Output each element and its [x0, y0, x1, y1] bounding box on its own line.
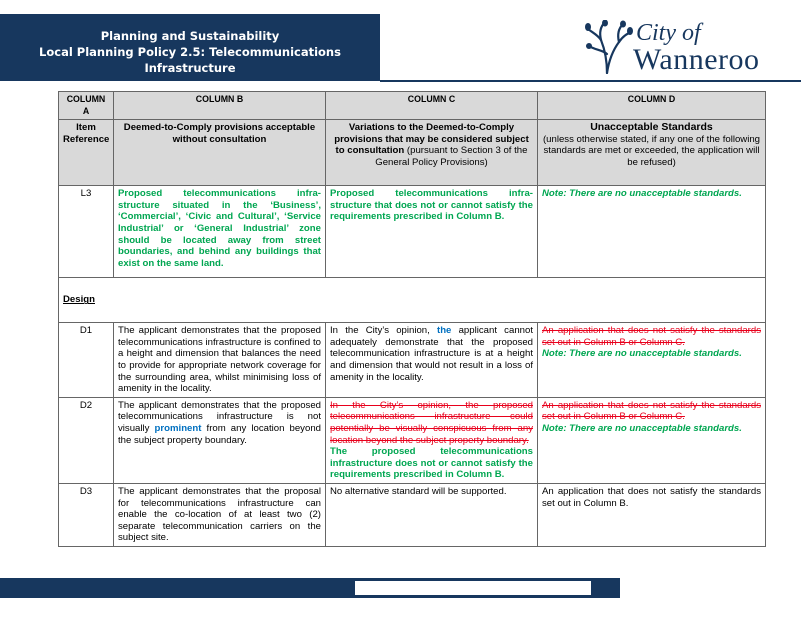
header-line-1: Planning and Sustainability	[100, 29, 280, 43]
row-l3	[59, 186, 766, 278]
row-d2	[59, 397, 766, 483]
item-reference-header: Item Reference	[59, 120, 114, 186]
column-d-header: COLUMN D	[538, 92, 766, 120]
unacceptable-standards-header: Unacceptable Standards (unless otherwise stated, if any one of the following standards are met or exceeded, the application will be refused)	[538, 120, 766, 186]
row-l3-col-c: Proposed telecommunications infra-structure that does not or cannot satisfy the requirements prescribed in Column B.	[326, 186, 538, 278]
row-d1-col-c: In the City’s opinion, the applicant cannot adequately demonstrate that the proposed telecommunication infrastructure is at a height and dimension that would not result in a loss of amenity in the locality.	[326, 323, 538, 398]
policy-table	[58, 91, 766, 547]
row-d3-col-d: An application that does not satisfy the standards set out in Column B.	[538, 483, 766, 546]
row-d3-col-c: No alternative standard will be supported.	[326, 483, 538, 546]
column-a-header: COLUMN A	[59, 92, 114, 120]
row-d3-col-b: The applicant demonstrates that the proposal for telecommunications infrastructure can enable the co-location of at least two (2) separate telecommunication carriers on the subject site.	[114, 483, 326, 546]
column-header-row	[59, 92, 766, 120]
header-rule	[380, 80, 801, 82]
row-d1-col-b: The applicant demonstrates that the proposed telecommunications infrastructure is confined to a height and dimension that balances the need to provide for appropriate network coverage for the surrounding area, whilst minimising loss of amenity in the locality.	[114, 323, 326, 398]
variations-header: Variations to the Deemed-to-Comply provisions that may be considered subject to consultation (pursuant to Section 3 of the General Policy Provisions)	[326, 120, 538, 186]
row-d2-col-d: An application that does not satisfy the standards set out in Column B or Column C. Note: There are no unacceptable standards.	[538, 397, 766, 483]
row-l3-col-d: Note: There are no unacceptable standards.	[538, 186, 766, 278]
subheader-row	[59, 120, 766, 186]
logo-name-text: Wanneroo	[633, 43, 760, 76]
row-d2-col-b: The applicant demonstrates that the proposed telecommunications infrastructure is not visually prominent from any location beyond the subject property boundary.	[114, 397, 326, 483]
kangaroo-paw-icon	[583, 20, 633, 74]
design-heading: Design	[59, 278, 766, 323]
header-title	[0, 28, 380, 76]
logo-city-text: City of	[636, 20, 701, 46]
row-d3	[59, 483, 766, 546]
row-d1-col-d: An application that does not satisfy the standards set out in Column B or Column C. Note: There are no unacceptable standards.	[538, 323, 766, 398]
row-ref: L3	[59, 186, 114, 278]
footer-inset	[355, 581, 591, 595]
design-section-row	[59, 278, 766, 323]
row-l3-col-b: Proposed telecommunications infra-structure situated in the ‘Business’, ‘Commercial’, ‘Civic and Cultural’, ‘Service Industrial’ or ‘General Industrial’ zone should be located away from street boundaries, and behind any buildings that exist on the same land.	[114, 186, 326, 278]
column-b-header: COLUMN B	[114, 92, 326, 120]
row-d1	[59, 323, 766, 398]
column-c-header: COLUMN C	[326, 92, 538, 120]
row-ref: D2	[59, 397, 114, 483]
header-line-2: Local Planning Policy 2.5: Telecommunications Infrastructure	[39, 45, 341, 75]
deemed-to-comply-header: Deemed-to-Comply provisions acceptable without consultation	[114, 120, 326, 186]
row-d2-col-c: In the City’s opinion, the proposed telecommunications infrastructure could potentially be visually conspicuous from any location beyond the subject property boundary. The proposed telecommunications infrastructure does not or cannot satisfy the requirements prescribed in Column B.	[326, 397, 538, 483]
row-ref: D1	[59, 323, 114, 398]
row-ref: D3	[59, 483, 114, 546]
